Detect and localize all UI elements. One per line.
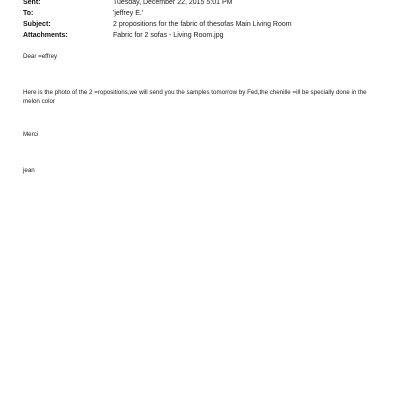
to-label: To: — [23, 10, 34, 17]
message-text: Here is the photo of the 2 =ropositions,we will send you the samples tomorrow by Fed,the chenille =ill be specially done in the melon color — [23, 89, 367, 105]
sent-value: Tuesday, December 22, 2015 5:01 PM — [113, 0, 233, 6]
sent-label: Sent: — [23, 0, 41, 6]
attachments-row — [23, 30, 383, 41]
closing: Merci — [23, 131, 39, 138]
subject-label: Subject: — [23, 21, 51, 28]
email-header — [23, 0, 383, 41]
greeting: Dear =effrey — [23, 53, 58, 60]
subject-row — [23, 19, 383, 30]
subject-value: 2 propositions for the fabric of thesofas Main Living Room — [113, 21, 292, 28]
signature: jean — [23, 167, 35, 174]
to-value: 'jeffrey E.' — [113, 10, 144, 17]
attachments-label: Attachments: — [23, 32, 68, 39]
to-row — [23, 8, 383, 19]
attachment-filename: Fabric for 2 sofas - Living Room.jpg — [113, 32, 224, 39]
sent-row — [23, 0, 383, 8]
